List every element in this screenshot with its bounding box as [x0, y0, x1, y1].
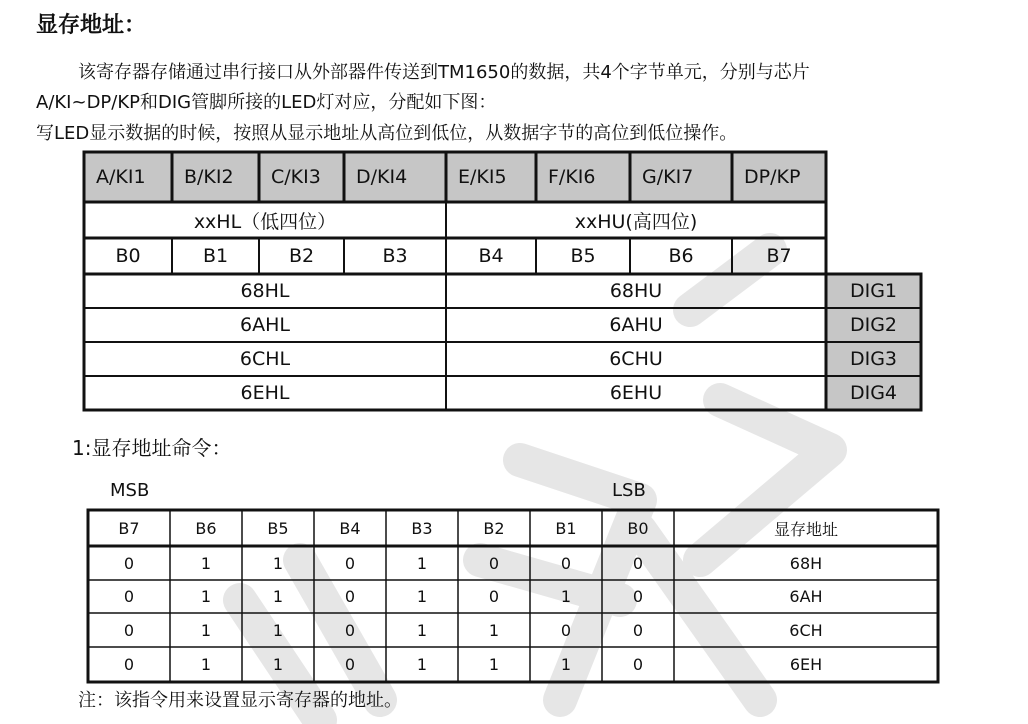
pin-label-g: G/KI7 [642, 166, 694, 188]
cmd-header-b3: B3 [411, 518, 433, 538]
address-high-cell: 6AHU [609, 314, 663, 336]
address-high-cell: 6EHU [609, 382, 663, 404]
cmd-cell: 0 [632, 655, 644, 674]
cmd-cell: 0 [123, 553, 135, 573]
cmd-cell: 0 [632, 587, 644, 606]
address-low-cell: 6EHL [240, 382, 290, 404]
cmd-cell: 1 [488, 620, 500, 640]
intro-paragraph-line-1: 该寄存器存储通过串行接口从外部器件传送到TM1650的数据，共4个字节单元，分别与芯片 [78, 62, 810, 83]
cmd-cell: 0 [344, 620, 356, 640]
cmd-header-b4: B4 [339, 518, 361, 538]
cmd-cell: 1 [416, 587, 428, 606]
cmd-cell: 1 [200, 620, 212, 640]
cmd-header-b0: B0 [627, 518, 649, 538]
intro-paragraph-line-2: A/KI~DP/KP和DIG管脚所接的LED灯对应，分配如下图： [36, 92, 497, 113]
dig-label: DIG3 [849, 348, 898, 370]
cmd-cell: 1 [272, 587, 284, 606]
cmd-header-b6: B6 [195, 518, 217, 538]
dig-label: DIG2 [849, 314, 898, 336]
cmd-address-cell: 68H [789, 553, 823, 573]
cmd-cell: 0 [488, 587, 500, 606]
dig-label: DIG4 [849, 382, 898, 404]
segment-mapping-table [82, 150, 923, 412]
footnote: 注：该指令用来设置显示寄存器的地址。 [78, 690, 402, 711]
bit-label-b5: B5 [570, 245, 596, 267]
cmd-cell: 0 [344, 587, 356, 606]
address-low-cell: 6CHL [239, 348, 291, 370]
cmd-header-b1: B1 [555, 518, 577, 538]
cmd-cell: 0 [123, 655, 135, 674]
pin-label-dp: DP/KP [744, 166, 801, 188]
command-subtitle: 1:显存地址命令： [72, 436, 232, 460]
cmd-cell: 1 [200, 587, 212, 606]
pin-label-c: C/KI3 [271, 166, 321, 188]
cmd-cell: 0 [632, 553, 644, 573]
cmd-address-cell: 6EH [789, 655, 823, 674]
bit-label-b3: B3 [382, 245, 408, 267]
cmd-cell: 1 [200, 553, 212, 573]
cmd-cell: 0 [632, 620, 644, 640]
cmd-header-b7: B7 [118, 518, 140, 538]
address-high-cell: 6CHU [609, 348, 663, 370]
cmd-header-b5: B5 [267, 518, 289, 538]
cmd-cell: 0 [344, 655, 356, 674]
cmd-cell: 1 [416, 553, 428, 573]
section-heading: 显存地址： [36, 13, 147, 38]
cmd-cell: 1 [272, 553, 284, 573]
cmd-cell: 1 [416, 655, 428, 674]
cmd-cell: 0 [123, 587, 135, 606]
cmd-cell: 0 [344, 553, 356, 573]
pin-label-a: A/KI1 [96, 166, 146, 188]
cmd-address-cell: 6AH [789, 587, 823, 606]
cmd-cell: 0 [488, 553, 500, 573]
cmd-cell: 1 [272, 620, 284, 640]
lsb-label: LSB [612, 480, 646, 501]
address-low-cell: 68HL [240, 280, 290, 302]
address-high-cell: 68HU [609, 280, 663, 302]
cmd-cell: 0 [560, 553, 572, 573]
cmd-cell: 1 [560, 587, 572, 606]
cmd-cell: 1 [272, 655, 284, 674]
bit-label-b0: B0 [115, 245, 141, 267]
cmd-cell: 0 [123, 620, 135, 640]
high-nibble-label: xxHU(高四位) [574, 210, 698, 233]
pin-label-f: F/KI6 [548, 166, 596, 188]
cmd-cell: 1 [416, 620, 428, 640]
msb-label: MSB [110, 480, 150, 501]
cmd-cell: 1 [200, 655, 212, 674]
bit-label-b2: B2 [288, 245, 315, 267]
pin-label-d: D/KI4 [356, 166, 408, 188]
address-command-table [86, 508, 940, 684]
cmd-header-address: 显存地址 [773, 519, 838, 539]
intro-paragraph-line-3: 写LED显示数据的时候，按照从显示地址从高位到低位，从数据字节的高位到低位操作。 [36, 123, 738, 144]
low-nibble-label: xxHL（低四位） [193, 210, 337, 233]
dig-label: DIG1 [849, 280, 898, 302]
pin-label-e: E/KI5 [458, 166, 507, 188]
pin-label-b: B/KI2 [184, 166, 234, 188]
bit-label-b1: B1 [202, 245, 229, 267]
bit-label-b7: B7 [766, 245, 792, 267]
cmd-cell: 0 [560, 620, 572, 640]
cmd-address-cell: 6CH [789, 620, 823, 640]
bit-label-b4: B4 [478, 245, 504, 267]
cmd-cell: 1 [488, 655, 500, 674]
cmd-header-b2: B2 [483, 518, 505, 538]
bit-label-b6: B6 [668, 245, 694, 267]
address-low-cell: 6AHL [240, 314, 290, 336]
cmd-cell: 1 [560, 655, 572, 674]
